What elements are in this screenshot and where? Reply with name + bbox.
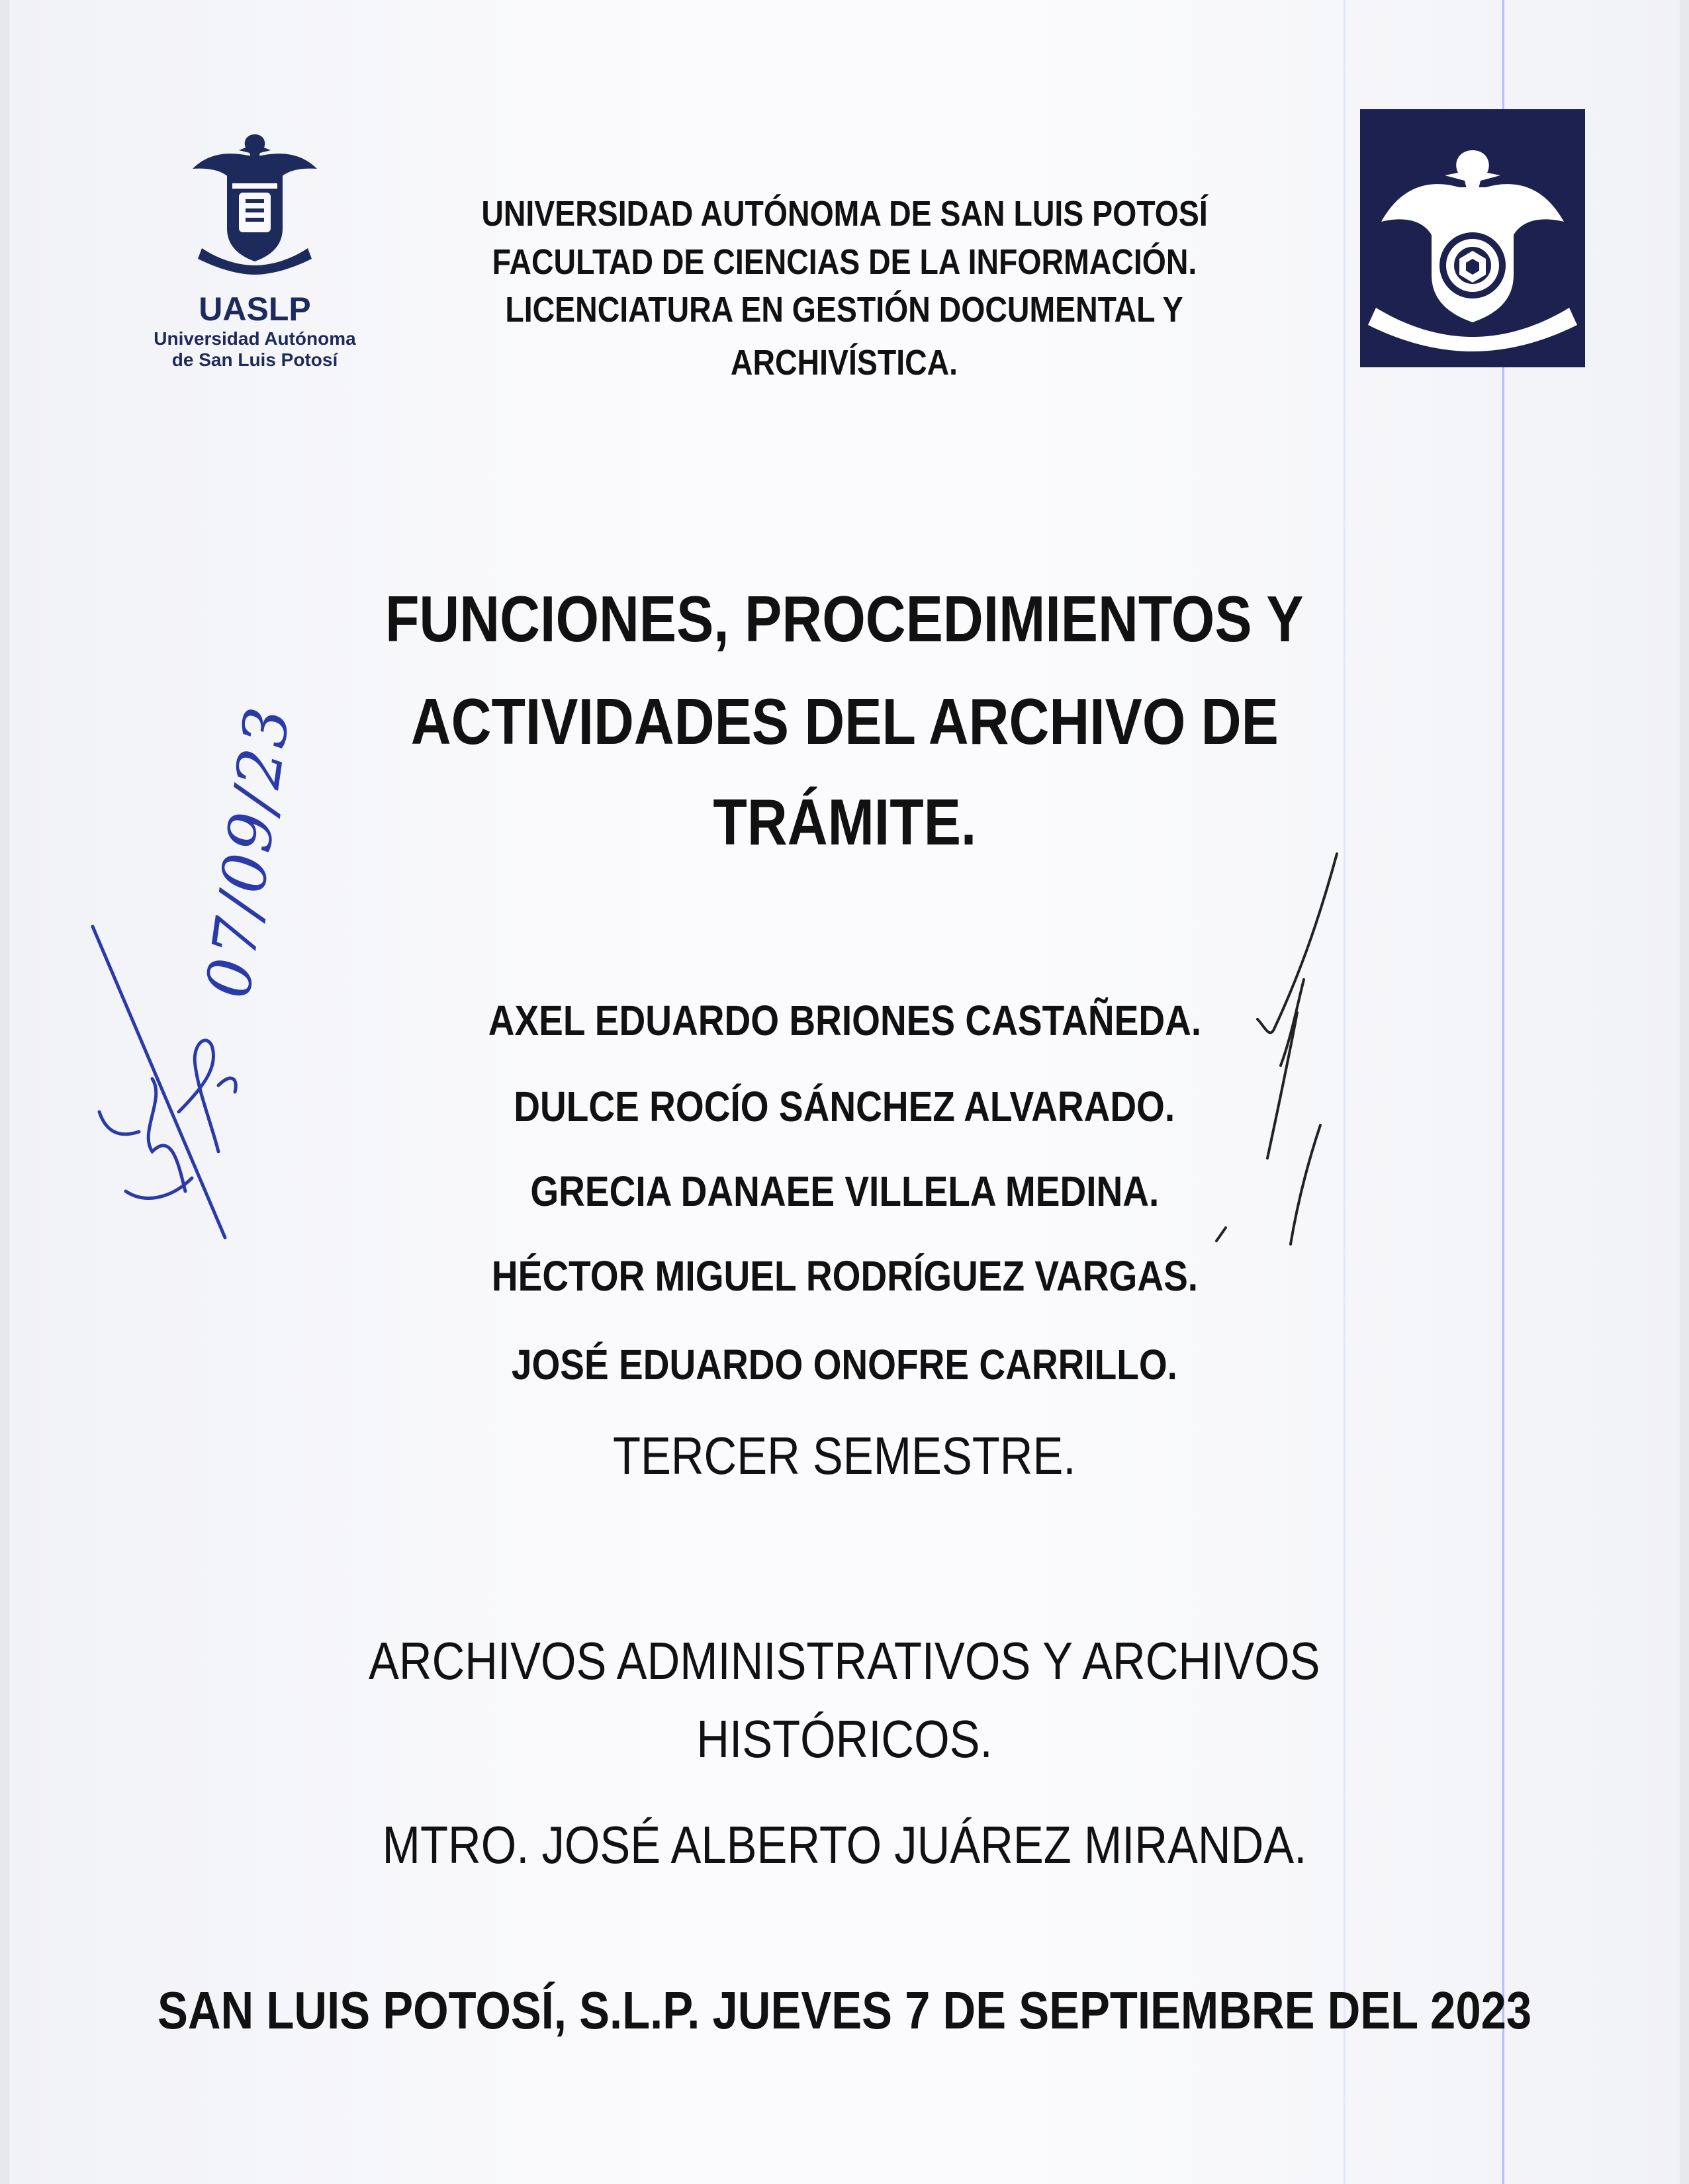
author-name: JOSÉ EDUARDO ONOFRE CARRILLO.: [511, 1341, 1178, 1388]
logo-acronym: UASLP: [199, 291, 311, 328]
document-title-line1: FUNCIONES, PROCEDIMIENTOS Y: [385, 582, 1304, 655]
check-marks-icon: [1165, 847, 1363, 1271]
handwritten-date: 07/09/23: [193, 700, 304, 1003]
course-line2: HISTÓRICOS.: [696, 1709, 993, 1768]
signature-icon: [79, 913, 251, 1257]
author-name: AXEL EDUARDO BRIONES CASTAÑEDA.: [488, 997, 1201, 1044]
header-university: UNIVERSIDAD AUTÓNOMA DE SAN LUIS POTOSÍ: [481, 194, 1208, 234]
semester: TERCER SEMESTRE.: [613, 1426, 1076, 1485]
header-degree-line2: ARCHIVÍSTICA.: [731, 343, 958, 383]
author-name: GRECIA DANAEE VILLELA MEDINA.: [530, 1167, 1159, 1215]
course-line1: ARCHIVOS ADMINISTRATIVOS Y ARCHIVOS: [369, 1631, 1320, 1690]
author-name: DULCE ROCÍO SÁNCHEZ ALVARADO.: [514, 1083, 1175, 1130]
teacher-name: MTRO. JOSÉ ALBERTO JUÁREZ MIRANDA.: [382, 1815, 1307, 1874]
document-title-line2: ACTIVIDADES DEL ARCHIVO DE: [410, 685, 1279, 758]
logo-name-line1: Universidad Autónoma: [154, 328, 356, 349]
author-name: HÉCTOR MIGUEL RODRÍGUEZ VARGAS.: [491, 1252, 1198, 1300]
header-degree-line1: LICENCIATURA EN GESTIÓN DOCUMENTAL Y: [505, 290, 1184, 330]
place-and-date: SAN LUIS POTOSÍ, S.L.P. JUEVES 7 DE SEPTIEMBRE DEL 2023: [157, 1981, 1532, 2040]
logo-name-line2: de San Luis Potosí: [171, 349, 338, 370]
document-title-line3: TRÁMITE.: [713, 786, 976, 858]
header-faculty: FACULTAD DE CIENCIAS DE LA INFORMACIÓN.: [492, 242, 1197, 282]
